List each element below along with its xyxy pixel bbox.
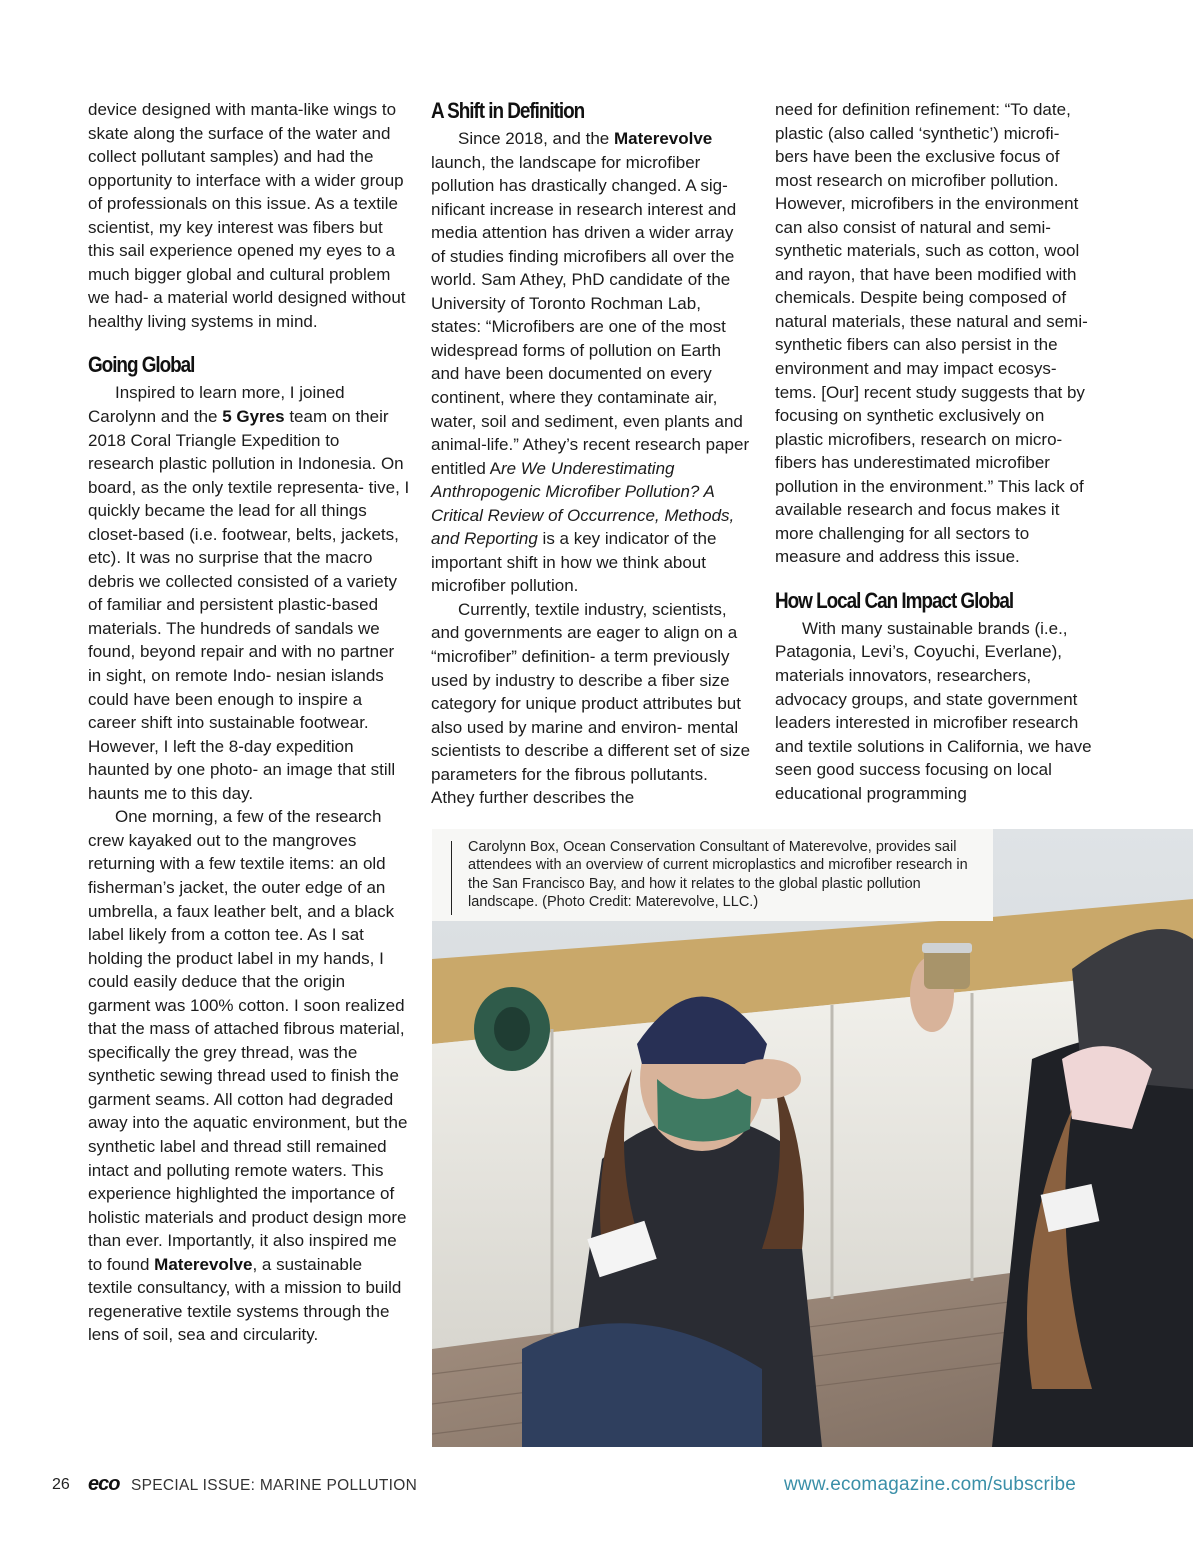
- photo-illustration: [432, 829, 1193, 1447]
- text-run: One morning, a few of the research crew kayaked out to the mangroves returning with a few textile items: an old fisherman’s jacket, the outer edge of an umbrella, a faux leather belt, and a black label likely from a cotton tee. As I sat holding the product label in my hands, I could easily deduce that the origin garment was 100% cotton. I soon realized that the mass of attached fibrous material, specifically the grey thread, was the synthetic sewing thread used to finish the garment seams. All cotton had degraded away into the aquatic environment, but the synthetic label and thread still remained intact and polluting remote waters. This experience highlighted the importance of holistic materials and product design more than ever. Importantly, it also inspired me to found: [88, 807, 408, 1274]
- paragraph: device designed with manta-like wings to skate along the surface of the water and collect pollutant samples) and had the opportunity to interface with a wider group of professionals on this issue. As a textile scientist, my key interest was fibers but this sail experience opened my eyes to a much bigger global and cultural problem we had- a material world designed without healthy living systems in mind.: [88, 100, 406, 331]
- italic-title: re We Underestimating Anthropogenic Microfiber Pollution? A Critical Review of Occurrence, Methods, and Reporting: [431, 458, 735, 549]
- text-run: Since 2018, and the: [458, 129, 614, 148]
- paragraph: [88, 805, 410, 1347]
- caption-box: [432, 829, 993, 921]
- paragraph: With many sustainable brands (i.e., Patagonia, Levi’s, Coyuchi, Everlane), materials innovators, researchers, advocacy groups, and state government leaders interested in microfiber research and textile solutions in California, we have seen good success focusing on local educational programming: [775, 618, 1092, 803]
- article-column-1: [88, 98, 410, 1347]
- paragraph: need for definition refinement: “To date, plastic (also called ‘synthetic’) microfi- bers have been the exclusive focus of most research on microfiber pollution. However, microfibers in the environment can also consist of natural and semi- synthetic materials, such as cotton, wool and rayon, that have been modified with chemicals. Despite being composed of natural materials, these natural and semi- synthetic fibers can also persist in the environment and may impact ecosys- tems. [Our] recent study suggests that by focusing on synthetic exclusively on plastic microfibers, research on micro- fibers has underestimated microfiber pollution in the environment.” This lack of available research and focus makes it more challenging for all sectors to measure and address this issue.: [775, 100, 1088, 567]
- section-heading-local-impact: How Local Can Impact Global: [775, 587, 1014, 613]
- pointing-hand: [733, 1059, 801, 1099]
- photo-caption: Carolynn Box, Ocean Conservation Consultant of Materevolve, provides sail attendees with an overview of current microplastics and microfiber research in the San Francisco Bay, and how it relates to the global plastic pollution landscape. (Photo Credit: Materevolve, LLC.): [468, 839, 968, 911]
- caption-rule: [451, 841, 452, 915]
- bold-text: Materevolve: [154, 1254, 253, 1274]
- page-footer: [0, 1472, 1200, 1502]
- sample-jar: [924, 947, 970, 989]
- text-run: , a sustainable textile consultancy, with a mission to build regenerative textile systems through the lens of soil, sea and circularity.: [88, 1254, 402, 1345]
- issue-label: SPECIAL ISSUE: MARINE POLLUTION: [131, 1477, 418, 1494]
- brand-logo: eco: [88, 1473, 120, 1495]
- text-run: team on their 2018 Coral Triangle Expedition to research plastic pollution in Indonesia. On board, as the only textile representa- tive, I quickly became the lead for all things closet-based (i.e. footwear, belts, jackets, etc). It was no surprise that the macro debris we collected consisted of a variety of familiar and persistent plastic-based materials. The hundreds of sandals we found, beyond repair and with no partner in sight, on remote Indo- nesian islands could have been enough to inspire a career shift into sustainable footwear. However, I left the 8-day expedition haunted by one photo- an image that still haunts me to this day.: [88, 407, 410, 803]
- article-photo: [432, 829, 1193, 1447]
- section-heading-going-global: Going Global: [88, 352, 195, 378]
- paragraph: [88, 381, 410, 805]
- text-run: launch, the landscape for microfiber pollution has drastically changed. A sig- nificant increase in research interest and media attention has driven a wider array of studies finding microfibers all over the world. Sam Athey, PhD candidate of the University of Toronto Rochman Lab, states: “Microfibers are one of the most widespread forms of pollution on Earth and have been documented on every continent, where they contaminate air, water, soil and sediment, even plants and animal-life.” Athey’s recent research paper entitled A: [431, 152, 750, 478]
- article-column-3: [775, 98, 1097, 805]
- paragraph: [431, 127, 751, 598]
- section-heading-shift-in-definition: A Shift in Definition: [431, 98, 585, 123]
- text-run: is a key indicator of the important shift in how we think about microfiber pollution.: [431, 529, 717, 596]
- text-run: Inspired to learn more, I joined Carolynn and the: [88, 383, 345, 427]
- subscribe-link[interactable]: www.ecomagazine.com/subscribe: [784, 1474, 1076, 1495]
- article-column-2: [431, 98, 751, 810]
- page-number: 26: [52, 1476, 70, 1493]
- paragraph: Currently, textile industry, scientists, and governments are eager to align on a “microfiber” definition- a term previously used by industry to describe a fiber size category for unique product attributes but also used by marine and environ- mental scientists to describe a different set of size parameters for the fibrous pollutants. Athey further describes the: [431, 599, 751, 808]
- bold-text: Materevolve: [613, 129, 713, 148]
- bold-text: 5 Gyres: [222, 407, 285, 427]
